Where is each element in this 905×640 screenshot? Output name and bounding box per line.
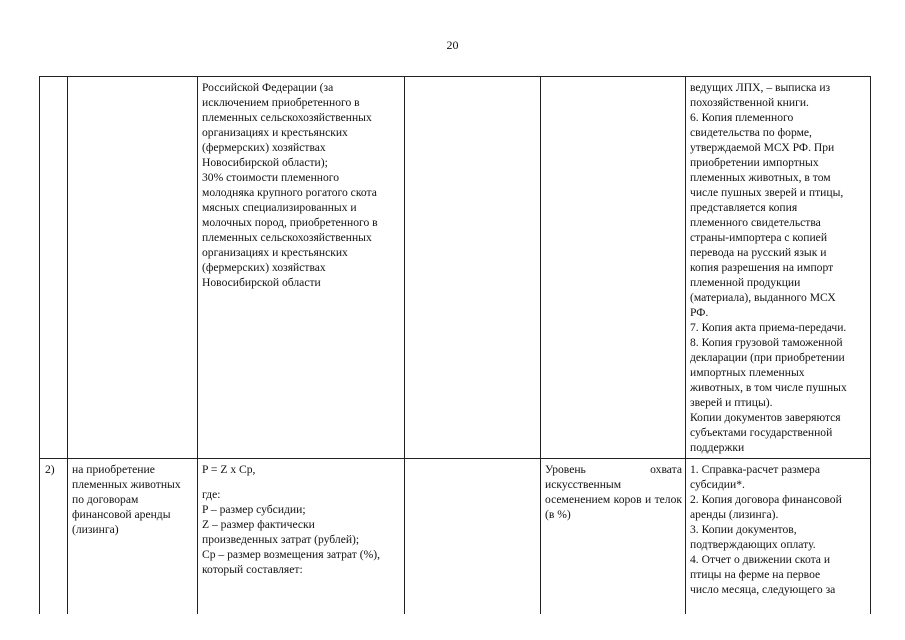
row1-documents-cell: [686, 77, 871, 459]
row2-indicator-text: Уровень охвата искусственным осеменением коров и телок (в %): [545, 463, 682, 521]
row2-direction-cell: [68, 459, 198, 615]
row2-documents-cell: [686, 459, 871, 615]
row1-number-cell: [40, 77, 68, 459]
subsidy-table: [39, 76, 871, 614]
formula: P = Z x Cp,: [202, 463, 256, 476]
row2-conditions-text: P = Z x Cp, где: P – размер субсидии; Z – размер фактически произведенных затрат (рублей); Cp – размер возмещения затрат (%), который составляет:: [202, 462, 401, 577]
page-number: 20: [446, 38, 459, 52]
row2-conditions-cell: [198, 459, 405, 615]
row1-col4-cell: [405, 77, 541, 459]
table-row: [40, 459, 871, 615]
row1-indicator-cell: [541, 77, 686, 459]
row2-number-cell: 2): [40, 459, 68, 615]
row1-documents-text: ведущих ЛПХ, – выписка из похозяйственной книги. 6. Копия племенного свидетельства по форме, утверждаемой МСХ РФ. При приобретении импортных племенных животных, в том числе пушных зверей и птицы, представляется копия племенного свидетельства страны-импортера с копией перевода на русский язык и копия разрешения на импорт племенной продукции (материала), выданного МСХ РФ. 7. Копия акта приема-передачи. 8. Копия грузовой таможенной декларации (при приобретении импортных племенных животных, в том числе пушных зверей и птицы). Копии документов заверяются субъектами государственной поддержки: [690, 81, 847, 454]
row2-indicator-cell: [541, 459, 686, 615]
row2-direction-text: на приобретение племенных животных по договорам финансовой аренды (лизинга): [72, 463, 181, 536]
row1-conditions-text: Российской Федерации (за исключением приобретенного в племенных сельскохозяйственных организациях и крестьянских (фермерских) хозяйствах Новосибирской области); 30% стоимости племенного молодняка крупного рогатого скота мясных специализированных и молочных пород, приобретенного в племенных сельскохозяйственных организациях и крестьянских (фермерских) хозяйствах Новосибирской области: [202, 81, 378, 289]
row2-col4-cell: [405, 459, 541, 615]
row1-conditions-cell: [198, 77, 405, 459]
row1-direction-cell: [68, 77, 198, 459]
table-row: [40, 77, 871, 459]
row2-documents-text: 1. Справка-расчет размера субсидии*. 2. Копия договора финансовой аренды (лизинга). 3. Копии документов, подтверждающих оплату. 4. Отчет о движении скота и птицы на ферме на первое число месяца, следующего за: [690, 463, 842, 596]
